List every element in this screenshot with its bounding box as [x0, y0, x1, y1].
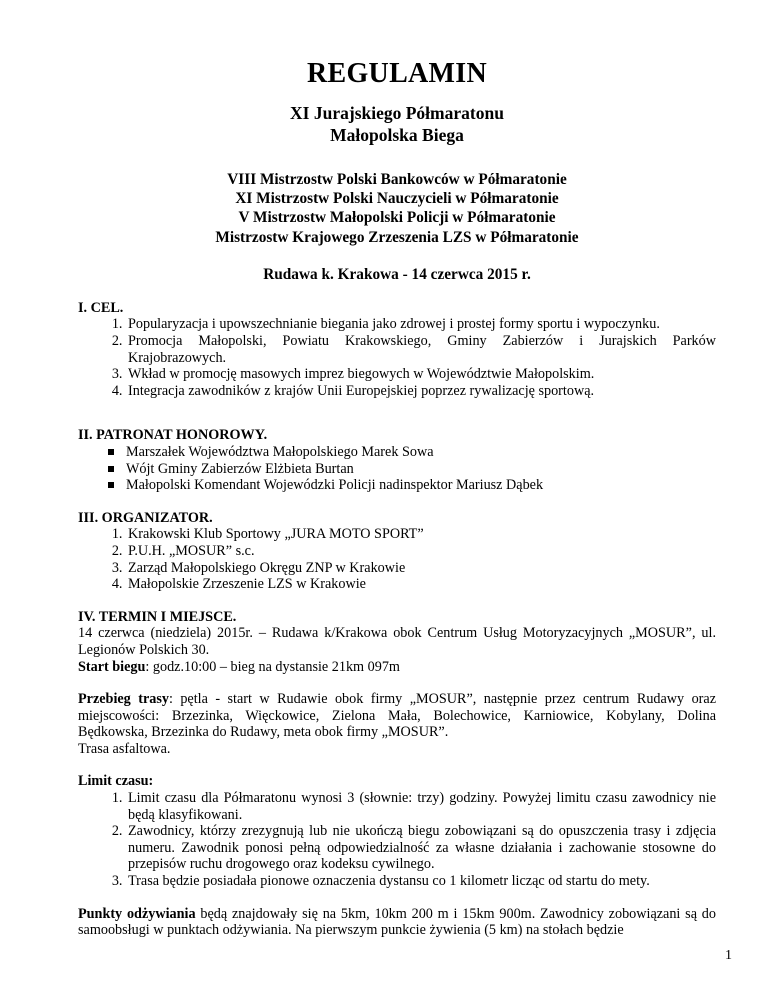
- przebieg-label: Przebieg trasy: [78, 691, 169, 708]
- przebieg-body: : pętla - start w Rudawie obok firmy „MOSUR”, następnie przez centrum Rudawy oraz miejscowości: Brzezinka, Więckowice, Zielona Mała, Bolechowice, Karniowice, Kobylany, Dolina Będkowska, Brzezinka do Rudawy, meta obok firmy „MOSUR”.: [78, 691, 716, 741]
- section-termin: [78, 609, 716, 675]
- section-heading: I. CEL.: [78, 299, 124, 316]
- section-organizator: [78, 510, 716, 593]
- punkty-label: Punkty odżywiania: [78, 905, 196, 922]
- section-punkty: [78, 906, 716, 939]
- list-item: Marszałek Województwa Małopolskiego Marek Sowa: [126, 444, 716, 461]
- section-cel: [78, 300, 716, 400]
- list-item: 2. Zawodnicy, którzy zrezygnują lub nie ukończą biegu zobowiązani są do opuszczenia trasy i zdjęcia numeru. Zawodnik ponosi pełną odpowiedzialność za własne działania i zachowanie stosowne do przepisów ruchu drogowego oraz kodeksu cywilnego.: [126, 823, 716, 873]
- subtitle-line: Małopolska Biega: [330, 125, 464, 145]
- section-przebieg: [78, 691, 716, 757]
- termin-text: 14 czerwca (niedziela) 2015r. – Rudawa k/Krakowa obok Centrum Usług Motoryzacyjnych „MOSUR”, ul. Legionów Polskich 30.: [78, 625, 716, 658]
- organizator-list: [78, 526, 716, 592]
- cel-list: [78, 316, 716, 399]
- page-number: 1: [725, 948, 732, 963]
- championship-line: XI Mistrzostw Polski Nauczycieli w Półmaratonie: [235, 190, 559, 208]
- list-item: 4. Integracja zawodników z krajów Unii Europejskiej poprzez rywalizację sportową.: [126, 383, 716, 400]
- list-item: 1. Krakowski Klub Sportowy „JURA MOTO SPORT”: [126, 526, 716, 543]
- start-text: : godz.10:00 – bieg na dystansie 21km 097m: [145, 658, 400, 675]
- section-heading: IV. TERMIN I MIEJSCE.: [78, 608, 237, 625]
- championship-line: VIII Mistrzostw Polski Bankowców w Półmaratonie: [227, 171, 567, 188]
- list-item: 4. Małopolskie Zrzeszenie LZS w Krakowie: [126, 576, 716, 593]
- championships-list: [78, 170, 716, 247]
- championship-line: Mistrzostw Krajowego Zrzeszenia LZS w Półmaratonie: [215, 228, 579, 246]
- event-dateline: Rudawa k. Krakowa - 14 czerwca 2015 r.: [263, 265, 531, 283]
- list-item: 2. Promocja Małopolski, Powiatu Krakowskiego, Gminy Zabierzów i Jurajskich Parków Krajobrazowych.: [126, 333, 716, 366]
- list-item: 1. Popularyzacja i upowszechnianie biegania jako zdrowej i prostej formy sportu i wypoczynku.: [126, 316, 716, 333]
- list-item: Małopolski Komendant Wojewódzki Policji nadinspektor Mariusz Dąbek: [126, 477, 716, 494]
- event-subtitle: [78, 102, 716, 146]
- start-label: Start biegu: [78, 658, 146, 675]
- section-heading: II. PATRONAT HONOROWY.: [78, 427, 268, 444]
- list-item: 2. P.U.H. „MOSUR” s.c.: [126, 543, 716, 560]
- list-item: 3. Zarząd Małopolskiego Okręgu ZNP w Krakowie: [126, 560, 716, 577]
- list-item: 1. Limit czasu dla Półmaratonu wynosi 3 (słownie: trzy) godziny. Powyżej limitu czasu zawodnicy nie będą klasyfikowani.: [126, 790, 716, 823]
- document-content: [78, 58, 716, 939]
- section-patronat: [78, 427, 716, 493]
- start-line: [78, 659, 716, 676]
- list-item: 3. Trasa będzie posiadała pionowe oznaczenia dystansu co 1 kilometr licząc od startu do mety.: [126, 873, 716, 890]
- section-heading: III. ORGANIZATOR.: [78, 509, 213, 526]
- surface-text: Trasa asfaltowa.: [78, 740, 171, 757]
- list-item: 3. Wkład w promocję masowych imprez biegowych w Województwie Małopolskim.: [126, 366, 716, 383]
- punkty-body: będą znajdowały się na 5km, 10km 200 m i 15km 900m. Zawodnicy zobowiązani są do samoobsługi w punktach odżywiania. Na pierwszym punkcie żywienia (5 km) na stołach będzie: [78, 905, 716, 939]
- limit-list: [78, 790, 716, 890]
- list-item: Wójt Gminy Zabierzów Elżbieta Burtan: [126, 461, 716, 478]
- punkty-text: [78, 906, 716, 939]
- document-title: REGULAMIN: [306, 58, 488, 89]
- section-heading: Limit czasu:: [78, 773, 154, 790]
- patronat-list: [78, 444, 716, 494]
- section-limit: [78, 773, 716, 889]
- subtitle-line: XI Jurajskiego Półmaratonu: [290, 103, 504, 123]
- przebieg-text: [78, 691, 716, 741]
- championship-line: V Mistrzostw Małopolski Policji w Półmaratonie: [238, 209, 556, 227]
